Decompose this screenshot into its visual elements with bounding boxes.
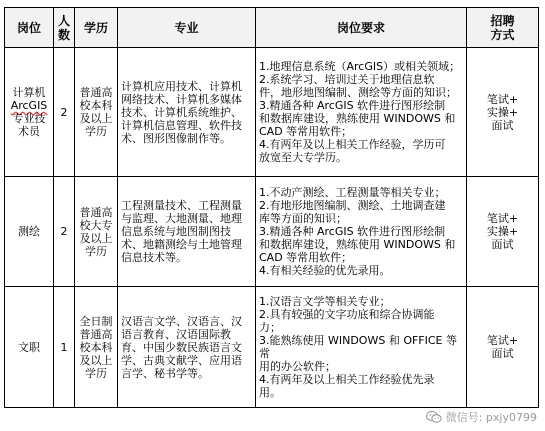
cell-major: 计算机应用技术、计算机 网络技术、计算机多媒体 技术、计算机系统维护、 计算机信息管理、软件技 术、图形图像制作等。 [118,48,256,177]
table-row [5,287,539,408]
header-education: 学历 [75,8,118,48]
cell-education: 普通高 校大专 及以上 学历 [75,177,118,287]
header-requirements: 岗位要求 [256,8,467,48]
cell-method: 笔试+ 实操+ 面试 [467,48,539,177]
cell-count: 1 [54,287,75,408]
header-position: 岗位 [5,8,54,48]
cell-method: 笔试+ 面试 [467,287,539,408]
cell-requirements: 1.不动产测绘、工程测量等相关专业； 2.有地形地图编制、测绘、土地调查建 库等方面的知识； 3.精通各种 ArcGIS 软件进行图形绘制 和数据库建设，熟练使用 WINDOWS 和 CAD 等常用软件； 4.有相关经验的优先录用。 [256,177,467,287]
job-table [4,7,539,408]
header-count: 人 数 [54,8,75,48]
header-row [5,8,539,48]
cell-count: 2 [54,48,75,177]
watermark-text: 微信号: pxjy0799 [445,411,537,424]
wechat-icon [426,410,442,424]
cell-count: 2 [54,177,75,287]
header-major: 专业 [118,8,256,48]
table-row [5,177,539,287]
cell-requirements: 1.地理信息系统（ArcGIS）或相关领域； 2.系统学习、培训过关于地理信息软 件，地形地图编制、测绘等方面的知识； 3.精通各种 ArcGIS 软件进行图形绘制 和数据库建设，熟练使用 WINDOWS 和 CAD 等常用软件； 4.有两年及以上相关工作经验，学历可 放宽至大专学历。 [256,48,467,177]
cell-requirements: 1.汉语言文学等相关专业； 2.具有较强的文字功底和综合协调能 力； 3.能熟练使用 WINDOWS 和 OFFICE 等常 用的办公软件； 4.有两年及以上相关工作经验优先录 用。 [256,287,467,408]
cell-major: 汉语言文学、汉语言、汉 语言教育、汉语国际教 育、中国少数民族语言文 学、古典文献学、应用语 言学、秘书学等。 [118,287,256,408]
cell-method: 笔试+ 实操+ 面试 [467,177,539,287]
cell-education: 普通高 校本科 及以上 学历 [75,48,118,177]
cell-position: 测绘 [5,177,54,287]
watermark [426,409,537,425]
cell-major: 工程测量技术、工程测量 与监理、大地测量、地理 信息系统与地图制图技 术、地籍测绘与土地管理 信息技术等。 [118,177,256,287]
cell-position: 计算机 ArcGIS 专业技 术员 [5,48,54,177]
cell-education: 全日制 普通高 校本科 及以上 学历 [75,287,118,408]
header-method: 招聘 方式 [467,8,539,48]
table-row [5,48,539,177]
cell-position: 文职 [5,287,54,408]
